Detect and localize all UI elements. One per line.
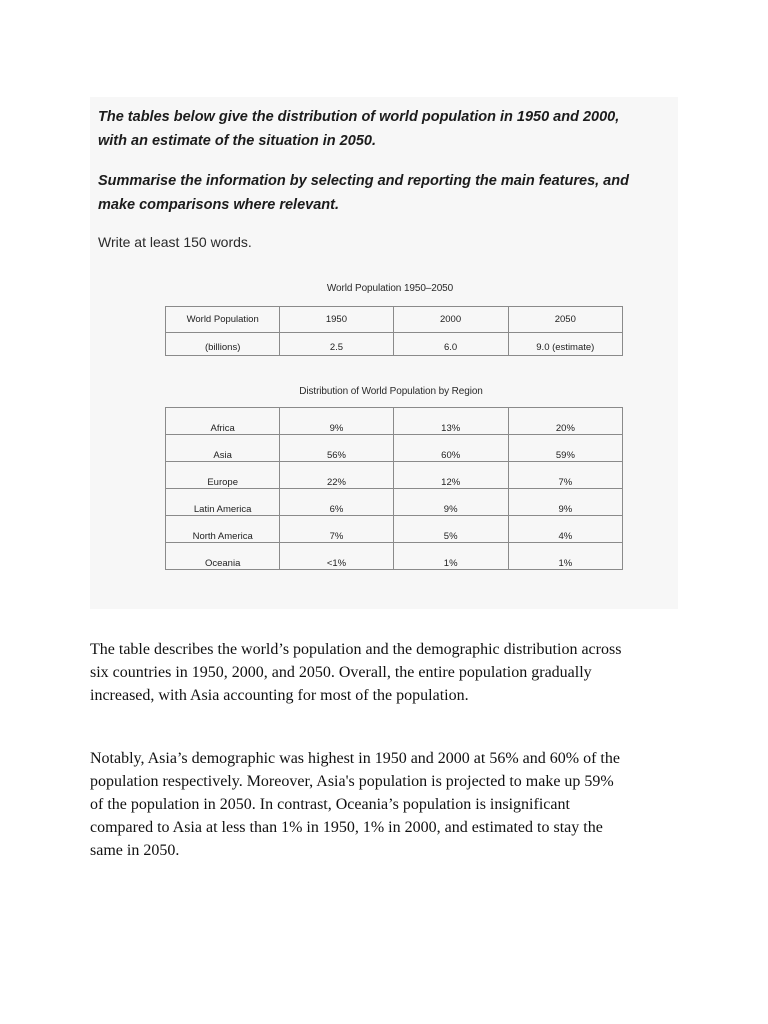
prompt-line: The tables below give the distribution of world population in 1950 and 2000, [98, 109, 620, 125]
table-cell: 5% [393, 516, 508, 543]
table-row [166, 408, 623, 435]
table-cell: 20% [508, 408, 622, 435]
table-cell: 60% [393, 435, 508, 462]
paragraph-line: Notably, Asia’s demographic was highest in 1950 and 2000 at 56% and 60% of the [90, 750, 620, 767]
table-cell: 2000 [393, 307, 508, 333]
essay-paragraph-1 [90, 638, 690, 707]
essay-paragraph-2 [90, 747, 690, 862]
paragraph-line: increased, with Asia accounting for most of the population. [90, 687, 469, 704]
table-cell: 7% [508, 462, 622, 489]
prompt-line: Summarise the information by selecting and reporting the main features, and [98, 173, 629, 189]
table-row [166, 489, 623, 516]
table-cell: 9.0 (estimate) [508, 333, 622, 356]
table-row [166, 435, 623, 462]
table-cell: (billions) [166, 333, 280, 356]
table-row [166, 516, 623, 543]
paragraph-line: The table describes the world’s population and the demographic distribution across [90, 641, 622, 658]
paragraph-line: population respectively. Moreover, Asia's population is projected to make up 59% [90, 773, 614, 790]
table-cell: 4% [508, 516, 622, 543]
population-table-title: World Population 1950–2050 [326, 283, 454, 294]
table-cell: 9% [393, 489, 508, 516]
table-cell: 13% [393, 408, 508, 435]
table-cell: Europe [166, 462, 280, 489]
table-cell: 12% [393, 462, 508, 489]
population-table [165, 306, 623, 356]
table-cell: 9% [280, 408, 393, 435]
table-row [166, 462, 623, 489]
table-cell: Oceania [166, 543, 280, 570]
table-cell: 56% [280, 435, 393, 462]
table-cell: 6.0 [393, 333, 508, 356]
table-cell: 6% [280, 489, 393, 516]
table-cell: 22% [280, 462, 393, 489]
table-cell: 2.5 [280, 333, 393, 356]
paragraph-line: same in 2050. [90, 842, 180, 859]
table-cell: 1% [393, 543, 508, 570]
table-cell: 59% [508, 435, 622, 462]
region-table-title: Distribution of World Population by Region [299, 386, 483, 397]
table-cell: Latin America [166, 489, 280, 516]
table-cell: 1950 [280, 307, 393, 333]
paragraph-line: compared to Asia at less than 1% in 1950, 1% in 2000, and estimated to stay the [90, 819, 603, 836]
table-cell: Asia [166, 435, 280, 462]
table-row [166, 333, 623, 356]
table-cell: 2050 [508, 307, 622, 333]
task-prompt-part-1 [98, 105, 619, 153]
prompt-line: make comparisons where relevant. [98, 197, 339, 213]
table-cell: <1% [280, 543, 393, 570]
task-prompt-part-2 [98, 169, 629, 217]
paragraph-line: six countries in 1950, 2000, and 2050. Overall, the entire population gradually [90, 664, 592, 681]
table-header-row [166, 307, 623, 333]
table-cell: 1% [508, 543, 622, 570]
table-cell: 9% [508, 489, 622, 516]
prompt-line: with an estimate of the situation in 2050. [98, 133, 376, 149]
paragraph-line: of the population in 2050. In contrast, Oceania’s population is insignificant [90, 796, 570, 813]
task-prompt-image [90, 97, 678, 609]
table-cell: 7% [280, 516, 393, 543]
table-cell: North America [166, 516, 280, 543]
table-cell: Africa [166, 408, 280, 435]
table-row [166, 543, 623, 570]
region-distribution-table [165, 407, 623, 570]
table-cell: World Population [166, 307, 280, 333]
word-count-instruction: Write at least 150 words. [98, 234, 252, 250]
